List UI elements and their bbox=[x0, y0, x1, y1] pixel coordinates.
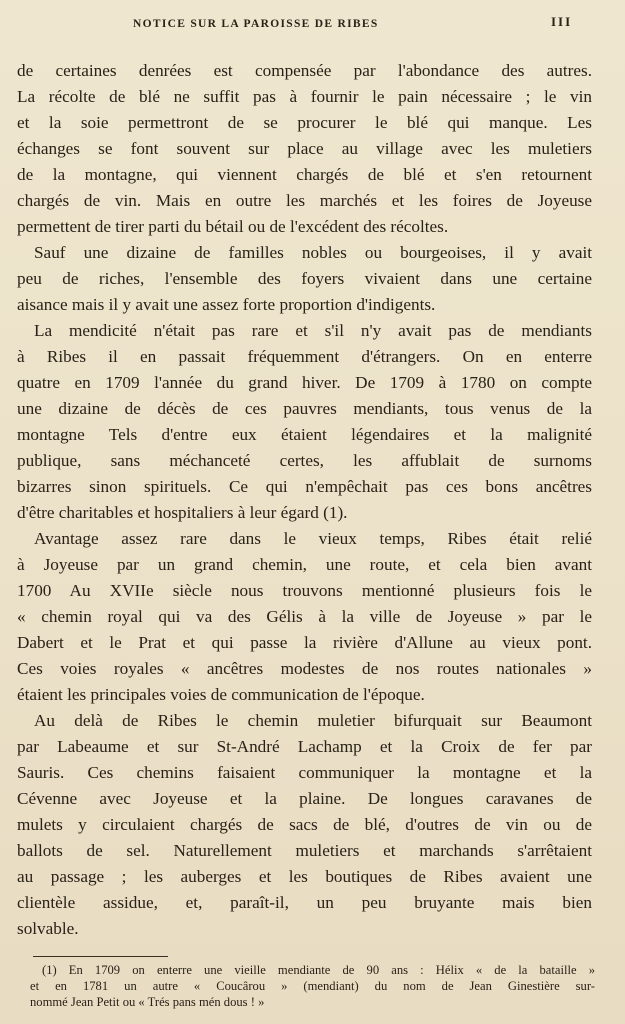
text-line: Dabert et le Prat et qui passe la rivière d'Allune au vieux pont. bbox=[17, 633, 592, 652]
text-line: chargés de vin. Mais en outre les marchés et les foires de Joyeuse bbox=[17, 191, 592, 210]
text-line: et la soie permettront de se procurer le blé qui manque. Les bbox=[17, 113, 592, 132]
text-line: « chemin royal qui va des Gélis à la ville de Joyeuse » par le bbox=[17, 607, 592, 626]
text-line: solvable. bbox=[17, 919, 79, 938]
footnote-separator bbox=[33, 956, 168, 957]
text-line: bizarres sinon spirituels. Ce qui n'empêchait pas ces bons ancêtres bbox=[17, 477, 592, 496]
text-line: clientèle assidue, et, paraît-il, un peu bruyante mais bien bbox=[17, 893, 592, 912]
paragraph bbox=[17, 708, 592, 942]
text-line: quatre en 1709 l'année du grand hiver. De 1709 à 1780 on compte bbox=[17, 373, 592, 392]
paragraph bbox=[17, 240, 592, 318]
text-line: publique, sans méchanceté certes, les affublait de surnoms bbox=[17, 451, 592, 470]
running-title: NOTICE SUR LA PAROISSE DE RIBES bbox=[133, 18, 379, 30]
footnote bbox=[30, 962, 595, 1010]
text-line: montagne Tels d'entre eux étaient légendaires et la malignité bbox=[17, 425, 592, 444]
text-line: Cévenne avec Joyeuse et la plaine. De longues caravanes de bbox=[17, 789, 592, 808]
paragraph bbox=[17, 318, 592, 526]
text-line: par Labeaume et sur St-André Lachamp et la Croix de fer par bbox=[17, 737, 592, 756]
text-line: d'être charitables et hospitaliers à leur égard (1). bbox=[17, 503, 348, 522]
text-line: à Ribes il en passait fréquemment d'étrangers. On en enterre bbox=[17, 347, 592, 366]
text-line: mulets y circulaient chargés de sacs de blé, d'outres de vin ou de bbox=[17, 815, 592, 834]
text-line: La récolte de blé ne suffit pas à fournir le pain nécessaire ; le vin bbox=[17, 87, 592, 106]
text-line: Sauf une dizaine de familles nobles ou bourgeoises, il y avait bbox=[34, 243, 592, 262]
footnote-line: et en 1781 un autre « Coucârou » (mendiant) du nom de Jean Ginestière sur- bbox=[30, 979, 595, 993]
text-line: au passage ; les auberges et les boutiques de Ribes avaient une bbox=[17, 867, 592, 886]
text-line: ballots de sel. Naturellement muletiers et marchands s'arrêtaient bbox=[17, 841, 592, 860]
text-line: aisance mais il y avait une assez forte proportion d'indigents. bbox=[17, 295, 436, 314]
text-line: Avantage assez rare dans le vieux temps, Ribes était relié bbox=[34, 529, 592, 548]
text-line: étaient les principales voies de communication de l'époque. bbox=[17, 685, 425, 704]
footnote-line: (1) En 1709 on enterre une vieille mendiante de 90 ans : Hélix « de la bataille » bbox=[42, 963, 595, 977]
page-header bbox=[0, 12, 625, 36]
text-line: permettent de tirer parti du bétail ou de l'excédent des récoltes. bbox=[17, 217, 449, 236]
paragraph bbox=[17, 526, 592, 708]
text-line: Sauris. Ces chemins faisaient communiquer la montagne et la bbox=[17, 763, 592, 782]
footnote-line: nommé Jean Petit ou « Trés pans mén dous ! » bbox=[30, 995, 265, 1009]
text-line: 1700 Au XVIIe siècle nous trouvons mentionné plusieurs fois le bbox=[17, 581, 592, 600]
text-line: Au delà de Ribes le chemin muletier bifurquait sur Beaumont bbox=[34, 711, 592, 730]
text-line: Ces voies royales « ancêtres modestes de nos routes nationales » bbox=[17, 659, 592, 678]
text-line: La mendicité n'était pas rare et s'il n'y avait pas de mendiants bbox=[34, 321, 592, 340]
text-line: échanges se font souvent sur place au village avec les muletiers bbox=[17, 139, 592, 158]
text-line: à Joyeuse par un grand chemin, une route, et cela bien avant bbox=[17, 555, 592, 574]
text-line: de la montagne, qui viennent chargés de blé et s'en retournent bbox=[17, 165, 592, 184]
text-line: peu de riches, l'ensemble des foyers vivaient dans une certaine bbox=[17, 269, 592, 288]
text-line: une dizaine de décès de ces pauvres mendiants, tous venus de la bbox=[17, 399, 592, 418]
paragraph bbox=[17, 58, 592, 240]
page-number: III bbox=[551, 14, 573, 29]
body-text bbox=[17, 58, 592, 942]
text-line: de certaines denrées est compensée par l'abondance des autres. bbox=[17, 61, 592, 80]
